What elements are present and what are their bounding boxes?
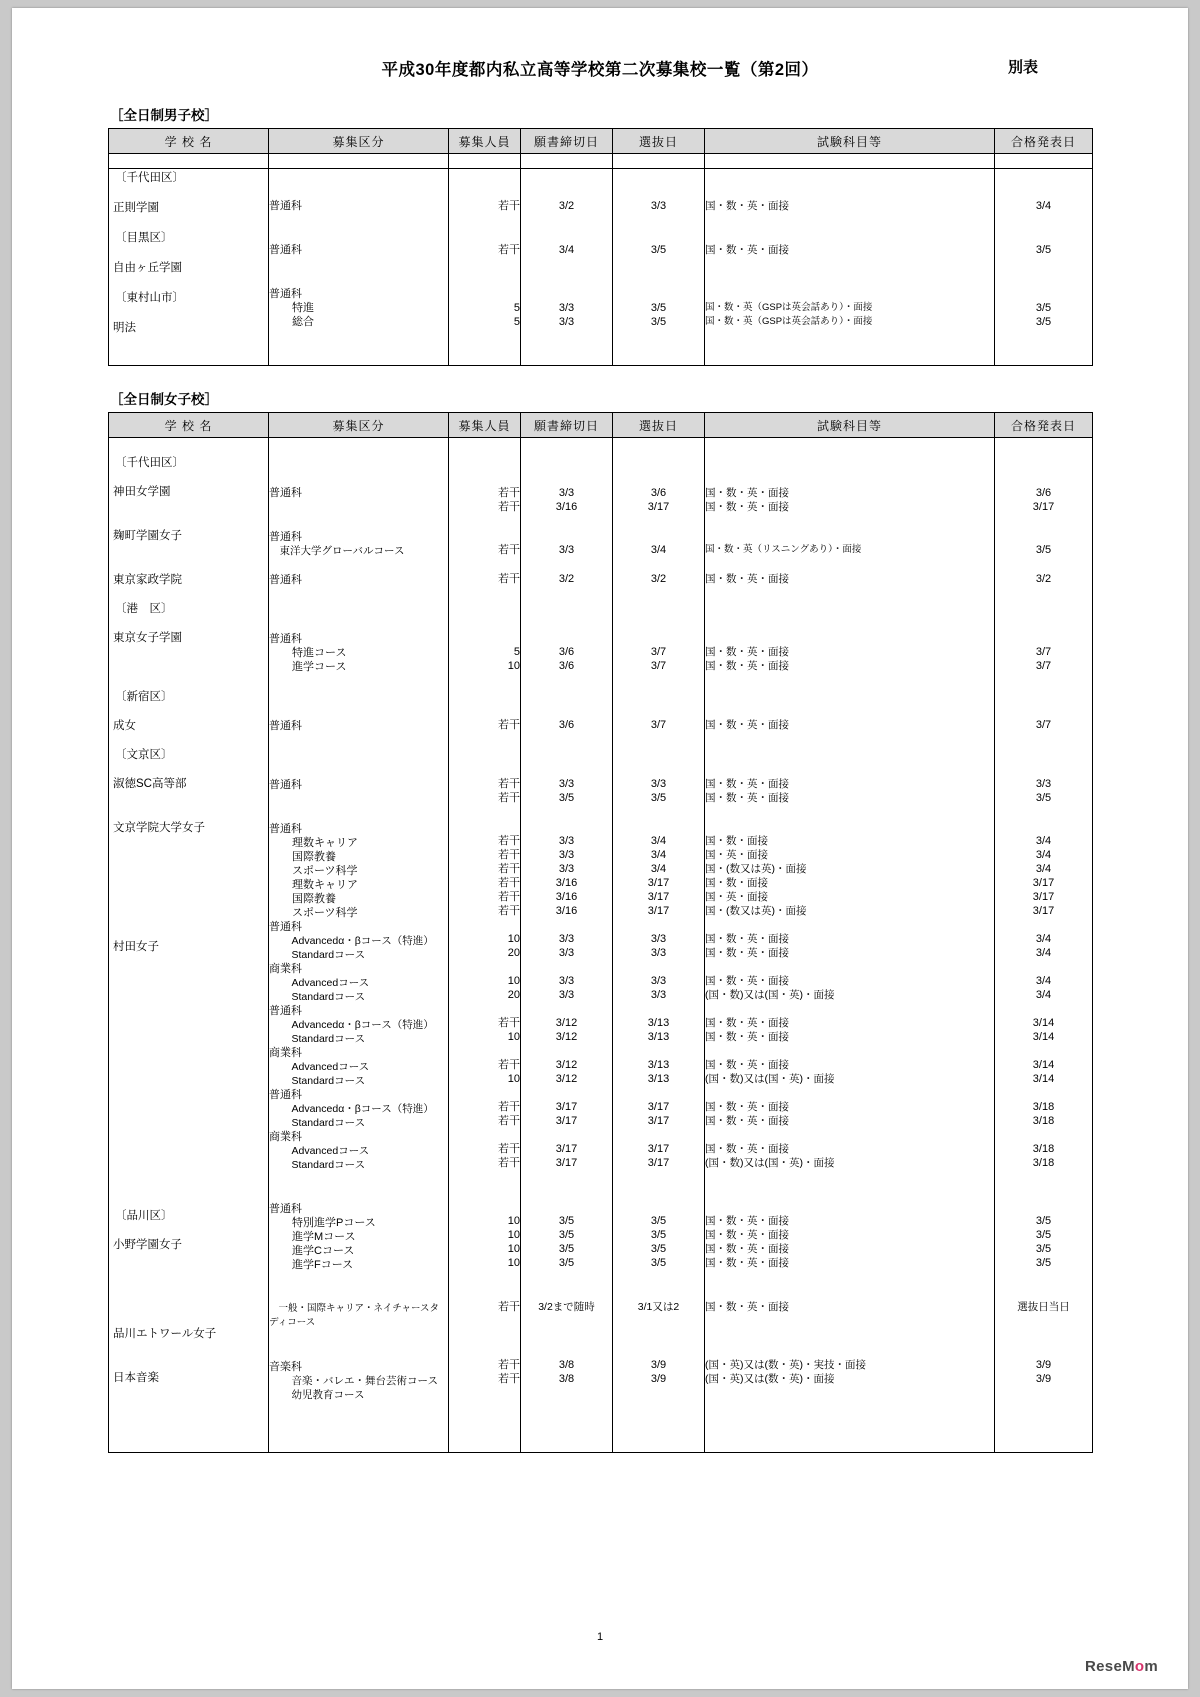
document-subtitle: 別表 xyxy=(1007,59,1038,76)
result-value: 3/18 xyxy=(1032,1157,1055,1169)
selection-value: 3/4 xyxy=(650,544,667,556)
ward-label: 〔新宿区〕 xyxy=(115,691,173,703)
deadline-value: 3/17 xyxy=(555,1143,578,1155)
deadline-value: 3/3 xyxy=(558,849,575,861)
table-row xyxy=(109,169,1093,366)
subjects-value: 国・数・英・面接 xyxy=(705,200,789,212)
capacity-value: 10 xyxy=(507,1229,520,1241)
selection-value: 3/17 xyxy=(647,905,670,917)
page-number: 1 xyxy=(596,1631,604,1643)
deadline-value: 3/6 xyxy=(558,719,575,731)
ward-label: 〔品川区〕 xyxy=(115,1210,173,1222)
selection-value: 3/3 xyxy=(650,947,667,959)
deadline-value: 3/3 xyxy=(558,863,575,875)
deadline-value: 3/16 xyxy=(555,501,578,513)
deadline-value: 3/3 xyxy=(558,933,575,945)
capacity-value: 若干 xyxy=(498,1143,520,1155)
result-value: 3/18 xyxy=(1032,1115,1055,1127)
deadline-value: 3/2 xyxy=(558,573,575,585)
subjects-value: 国・数・面接 xyxy=(705,877,768,889)
division-label: 商業科 xyxy=(269,1131,302,1143)
division-label: 特進コース xyxy=(281,647,347,659)
deadline-value: 3/3 xyxy=(558,302,575,314)
document-page xyxy=(12,8,1188,1689)
deadline-value: 3/6 xyxy=(558,660,575,672)
deadline-value: 3/3 xyxy=(558,544,575,556)
deadline-value: 3/5 xyxy=(558,1243,575,1255)
capacity-value: 20 xyxy=(507,947,520,959)
capacity-value: 若干 xyxy=(498,778,520,790)
subjects-value: 国・数・英（リスニングあり）・面接 xyxy=(705,544,862,555)
subjects-value: 国・数・英・面接 xyxy=(705,719,789,731)
subjects-value: 国・数・英・面接 xyxy=(705,1115,789,1127)
resemom-logo: ReseMom xyxy=(1085,1658,1158,1675)
subjects-value: 国・数・英・面接 xyxy=(705,1017,789,1029)
capacity-value: 若干 xyxy=(498,1373,520,1385)
capacity-value: 10 xyxy=(507,1073,520,1085)
capacity-value: 若干 xyxy=(498,891,520,903)
deadline-value: 3/12 xyxy=(555,1017,578,1029)
capacity-value: 10 xyxy=(507,1215,520,1227)
deadline-value: 3/3 xyxy=(558,947,575,959)
result-value: 3/9 xyxy=(1035,1373,1052,1385)
capacity-value: 若干 xyxy=(498,487,520,499)
selection-value: 3/4 xyxy=(650,849,667,861)
selection-value: 3/17 xyxy=(647,501,670,513)
division-label: 特進 xyxy=(281,302,314,314)
subjects-value: 国・(数又は英)・面接 xyxy=(705,863,807,875)
deadline-value: 3/6 xyxy=(558,646,575,658)
division-label: Advancedコース xyxy=(281,1061,370,1073)
subjects-value: (国・英)又は(数・英)・面接 xyxy=(705,1373,835,1385)
school-name: 日本音楽 xyxy=(113,1372,159,1384)
selection-value: 3/13 xyxy=(647,1031,670,1043)
result-value: 3/5 xyxy=(1035,1215,1052,1227)
capacity-value: 5 xyxy=(513,646,520,658)
school-name: 神田女学園 xyxy=(113,486,171,498)
deadline-value: 3/2 xyxy=(558,200,575,212)
selection-value: 3/5 xyxy=(650,1243,667,1255)
deadline-value: 3/17 xyxy=(555,1101,578,1113)
school-name: 淑徳SC高等部 xyxy=(113,778,187,790)
result-value: 3/4 xyxy=(1035,933,1052,945)
result-value: 3/5 xyxy=(1035,302,1052,314)
selection-value: 3/9 xyxy=(650,1359,667,1371)
school-name: 村田女子 xyxy=(113,941,159,953)
result-value: 3/14 xyxy=(1032,1017,1055,1029)
col-subjects: 試験科目等 xyxy=(705,129,995,154)
col-result: 合格発表日 xyxy=(995,413,1093,438)
col-school: 学 校 名 xyxy=(109,413,269,438)
table-boys-schools xyxy=(108,128,1093,366)
section-label-girls: ［全日制女子校］ xyxy=(110,392,218,407)
subjects-value: 国・数・英・面接 xyxy=(705,1059,789,1071)
division-label: Standardコース xyxy=(281,991,366,1003)
capacity-value: 若干 xyxy=(498,849,520,861)
division-label: 普通科 xyxy=(269,1089,302,1101)
section-label-boys: ［全日制男子校］ xyxy=(110,108,218,123)
division-label: スポーツ科学 xyxy=(281,865,358,877)
school-name: 明法 xyxy=(113,322,136,334)
division-label: 理数キャリア xyxy=(281,879,358,891)
col-school: 学 校 名 xyxy=(109,129,269,154)
table-girls-schools xyxy=(108,412,1093,1453)
selection-value: 3/3 xyxy=(650,778,667,790)
capacity-value: 若干 xyxy=(498,1359,520,1371)
division-label: 普通科 xyxy=(269,1203,302,1215)
school-name: 小野学園女子 xyxy=(113,1239,182,1251)
division-label: 幼児教育コース xyxy=(281,1389,365,1401)
subjects-value: (国・数)又は(国・英)・面接 xyxy=(705,1157,835,1169)
selection-value: 3/13 xyxy=(647,1073,670,1085)
result-value: 3/4 xyxy=(1035,975,1052,987)
selection-value: 3/7 xyxy=(650,660,667,672)
selection-value: 3/6 xyxy=(650,487,667,499)
result-value: 3/14 xyxy=(1032,1073,1055,1085)
division-label: Advancedコース xyxy=(281,977,370,989)
col-deadline: 願書締切日 xyxy=(521,129,613,154)
selection-value: 3/17 xyxy=(647,877,670,889)
school-name: 成女 xyxy=(113,720,136,732)
capacity-value: 若干 xyxy=(498,905,520,917)
subjects-value: 国・数・英・面接 xyxy=(705,244,789,256)
result-value: 3/14 xyxy=(1032,1031,1055,1043)
division-label: 普通科 xyxy=(269,288,302,300)
selection-value: 3/5 xyxy=(650,302,667,314)
result-value: 3/4 xyxy=(1035,849,1052,861)
subjects-value: 国・数・英・面接 xyxy=(705,1143,789,1155)
division-label: 進学Fコース xyxy=(281,1259,354,1271)
ward-label: 〔目黒区〕 xyxy=(115,232,173,244)
col-capacity: 募集人員 xyxy=(449,129,521,154)
capacity-value: 若干 xyxy=(498,501,520,513)
table-header-row xyxy=(109,413,1093,438)
capacity-value: 若干 xyxy=(498,573,520,585)
selection-value: 3/3 xyxy=(650,933,667,945)
col-deadline: 願書締切日 xyxy=(521,413,613,438)
deadline-value: 3/3 xyxy=(558,487,575,499)
selection-value: 3/4 xyxy=(650,863,667,875)
capacity-value: 若干 xyxy=(498,835,520,847)
subjects-value: 国・数・英・面接 xyxy=(705,1257,789,1269)
selection-value: 3/13 xyxy=(647,1017,670,1029)
division-label: 進学Mコース xyxy=(281,1231,356,1243)
division-label: 商業科 xyxy=(269,1047,302,1059)
division-label: Standardコース xyxy=(281,949,366,961)
result-value: 3/14 xyxy=(1032,1059,1055,1071)
subjects-value: (国・数)又は(国・英)・面接 xyxy=(705,1073,835,1085)
result-value: 3/5 xyxy=(1035,544,1052,556)
result-value: 3/4 xyxy=(1035,947,1052,959)
capacity-value: 若干 xyxy=(498,863,520,875)
division-label: Standardコース xyxy=(281,1159,366,1171)
division-label: 普通科 xyxy=(269,244,302,256)
deadline-value: 3/16 xyxy=(555,905,578,917)
subjects-value: 国・数・英・面接 xyxy=(705,1031,789,1043)
subjects-value: 国・数・英・面接 xyxy=(705,487,789,499)
deadline-value: 3/12 xyxy=(555,1059,578,1071)
subjects-value: 国・(数又は英)・面接 xyxy=(705,905,807,917)
capacity-value: 若干 xyxy=(498,200,520,212)
selection-value: 3/3 xyxy=(650,200,667,212)
result-value: 3/4 xyxy=(1035,989,1052,1001)
division-label: Standardコース xyxy=(281,1033,366,1045)
col-selection: 選抜日 xyxy=(613,413,705,438)
capacity-value: 10 xyxy=(507,1243,520,1255)
division-label: 商業科 xyxy=(269,963,302,975)
capacity-value: 10 xyxy=(507,1031,520,1043)
result-value: 3/4 xyxy=(1035,835,1052,847)
result-value: 3/2 xyxy=(1035,573,1052,585)
deadline-value: 3/2まで随時 xyxy=(538,1301,595,1313)
capacity-value: 10 xyxy=(507,660,520,672)
selection-value: 3/5 xyxy=(650,316,667,328)
subjects-value: 国・数・英・面接 xyxy=(705,646,789,658)
result-value: 3/5 xyxy=(1035,244,1052,256)
deadline-value: 3/5 xyxy=(558,792,575,804)
division-label: スポーツ科学 xyxy=(281,907,358,919)
division-label: 普通科 xyxy=(269,779,302,791)
capacity-value: 20 xyxy=(507,989,520,1001)
subjects-value: 国・数・英・面接 xyxy=(705,573,789,585)
col-capacity: 募集人員 xyxy=(449,413,521,438)
division-label: 普通科 xyxy=(269,487,302,499)
capacity-value: 10 xyxy=(507,1257,520,1269)
division-label: Advancedα・βコース（特進） xyxy=(281,1103,434,1115)
col-division: 募集区分 xyxy=(269,129,449,154)
capacity-value: 若干 xyxy=(498,1059,520,1071)
result-value: 3/4 xyxy=(1035,200,1052,212)
school-name: 文京学院大学女子 xyxy=(113,822,205,834)
result-value: 3/4 xyxy=(1035,863,1052,875)
capacity-value: 10 xyxy=(507,975,520,987)
result-value: 選抜日当日 xyxy=(1017,1301,1070,1313)
ward-label: 〔文京区〕 xyxy=(115,749,173,761)
col-result: 合格発表日 xyxy=(995,129,1093,154)
deadline-value: 3/3 xyxy=(558,975,575,987)
division-label: Standardコース xyxy=(281,1075,366,1087)
selection-value: 3/17 xyxy=(647,1115,670,1127)
school-name: 品川エトワール女子 xyxy=(113,1328,217,1340)
selection-value: 3/5 xyxy=(650,1257,667,1269)
school-name: 正則学園 xyxy=(113,202,159,214)
deadline-value: 3/12 xyxy=(555,1031,578,1043)
selection-value: 3/2 xyxy=(650,573,667,585)
capacity-value: 5 xyxy=(513,316,520,328)
table-row xyxy=(109,438,1093,1453)
selection-value: 3/5 xyxy=(650,792,667,804)
school-name: 東京女子学園 xyxy=(113,632,182,644)
subjects-value: 国・数・英・面接 xyxy=(705,1243,789,1255)
division-label: 進学コース xyxy=(281,661,347,673)
subjects-value: 国・数・英・面接 xyxy=(705,1301,789,1313)
result-value: 3/5 xyxy=(1035,1243,1052,1255)
subjects-value: 国・数・英・面接 xyxy=(705,933,789,945)
result-value: 3/17 xyxy=(1032,877,1055,889)
selection-value: 3/5 xyxy=(650,1229,667,1241)
division-label: 普通科 xyxy=(269,720,302,732)
division-label: 特別進学Pコース xyxy=(281,1217,376,1229)
ward-label: 〔東村山市〕 xyxy=(115,292,184,304)
selection-value: 3/9 xyxy=(650,1373,667,1385)
school-name: 麹町学園女子 xyxy=(113,530,182,542)
subjects-value: 国・数・英・面接 xyxy=(705,501,789,513)
deadline-value: 3/12 xyxy=(555,1073,578,1085)
selection-value: 3/5 xyxy=(650,244,667,256)
subjects-value: 国・数・英・面接 xyxy=(705,792,789,804)
deadline-value: 3/8 xyxy=(558,1373,575,1385)
subjects-value: 国・数・英・面接 xyxy=(705,1215,789,1227)
selection-value: 3/7 xyxy=(650,719,667,731)
selection-value: 3/3 xyxy=(650,989,667,1001)
subjects-value: 国・数・面接 xyxy=(705,835,768,847)
capacity-value: 若干 xyxy=(498,877,520,889)
division-label: Standardコース xyxy=(281,1117,366,1129)
result-value: 3/5 xyxy=(1035,792,1052,804)
selection-value: 3/1又は2 xyxy=(637,1301,680,1313)
capacity-value: 若干 xyxy=(498,544,520,556)
result-value: 3/5 xyxy=(1035,1229,1052,1241)
selection-value: 3/7 xyxy=(650,646,667,658)
selection-value: 3/17 xyxy=(647,1157,670,1169)
result-value: 3/17 xyxy=(1032,501,1055,513)
selection-value: 3/17 xyxy=(647,1101,670,1113)
subjects-value: 国・数・英・面接 xyxy=(705,660,789,672)
capacity-value: 若干 xyxy=(498,1157,520,1169)
selection-value: 3/4 xyxy=(650,835,667,847)
table-row-spacer xyxy=(109,154,1093,169)
result-value: 3/5 xyxy=(1035,1257,1052,1269)
division-label: 東洋大学グローバルコース xyxy=(269,545,405,557)
division-label: 普通科 xyxy=(269,633,302,645)
subjects-value: 国・数・英・面接 xyxy=(705,1229,789,1241)
school-name: 東京家政学院 xyxy=(113,574,182,586)
selection-value: 3/3 xyxy=(650,975,667,987)
result-value: 3/9 xyxy=(1035,1359,1052,1371)
document-body xyxy=(108,104,1092,1453)
col-subjects: 試験科目等 xyxy=(705,413,995,438)
subjects-value: 国・数・英・面接 xyxy=(705,1101,789,1113)
capacity-value: 5 xyxy=(513,302,520,314)
selection-value: 3/17 xyxy=(647,891,670,903)
subjects-value: 国・数・英・面接 xyxy=(705,947,789,959)
subjects-value: 国・数・英・面接 xyxy=(705,778,789,790)
deadline-value: 3/17 xyxy=(555,1115,578,1127)
division-label: 音楽・バレエ・舞台芸術コース xyxy=(281,1375,438,1387)
capacity-value: 若干 xyxy=(498,792,520,804)
capacity-value: 若干 xyxy=(498,1301,520,1313)
subjects-value: 国・数・英（GSPは英会話あり）・面接 xyxy=(705,316,873,327)
ward-label: 〔千代田区〕 xyxy=(115,172,184,184)
selection-value: 3/13 xyxy=(647,1059,670,1071)
division-label: 一般・国際キャリア・ネイチャースタディコース xyxy=(269,1303,440,1328)
deadline-value: 3/3 xyxy=(558,835,575,847)
subjects-value: 国・英・面接 xyxy=(705,891,768,903)
deadline-value: 3/17 xyxy=(555,1157,578,1169)
deadline-value: 3/3 xyxy=(558,989,575,1001)
deadline-value: 3/3 xyxy=(558,316,575,328)
result-value: 3/7 xyxy=(1035,660,1052,672)
document-header xyxy=(12,56,1188,82)
division-label: Advancedα・βコース（特進） xyxy=(281,935,434,947)
division-label: 普通科 xyxy=(269,823,302,835)
subjects-value: (国・数)又は(国・英)・面接 xyxy=(705,989,835,1001)
ward-label: 〔千代田区〕 xyxy=(115,457,184,469)
division-label: 国際教養 xyxy=(281,893,336,905)
ward-label: 〔港 区〕 xyxy=(115,603,173,615)
col-division: 募集区分 xyxy=(269,413,449,438)
result-value: 3/17 xyxy=(1032,891,1055,903)
selection-value: 3/17 xyxy=(647,1143,670,1155)
deadline-value: 3/16 xyxy=(555,891,578,903)
division-label: 普通科 xyxy=(269,200,302,212)
division-label: 音楽科 xyxy=(269,1361,302,1373)
deadline-value: 3/5 xyxy=(558,1257,575,1269)
capacity-value: 若干 xyxy=(498,719,520,731)
result-value: 3/3 xyxy=(1035,778,1052,790)
selection-value: 3/5 xyxy=(650,1215,667,1227)
deadline-value: 3/3 xyxy=(558,778,575,790)
deadline-value: 3/16 xyxy=(555,877,578,889)
deadline-value: 3/5 xyxy=(558,1229,575,1241)
deadline-value: 3/8 xyxy=(558,1359,575,1371)
capacity-value: 若干 xyxy=(498,244,520,256)
col-selection: 選抜日 xyxy=(613,129,705,154)
result-value: 3/7 xyxy=(1035,719,1052,731)
division-label: 普通科 xyxy=(269,531,302,543)
division-label: 総合 xyxy=(281,316,314,328)
result-value: 3/6 xyxy=(1035,487,1052,499)
division-label: Advancedコース xyxy=(281,1145,370,1157)
division-label: Advancedα・βコース（特進） xyxy=(281,1019,434,1031)
division-label: 普通科 xyxy=(269,921,302,933)
result-value: 3/18 xyxy=(1032,1143,1055,1155)
division-label: 進学Cコース xyxy=(281,1245,355,1257)
capacity-value: 若干 xyxy=(498,1017,520,1029)
result-value: 3/5 xyxy=(1035,316,1052,328)
result-value: 3/7 xyxy=(1035,646,1052,658)
school-name: 自由ヶ丘学園 xyxy=(113,262,182,274)
capacity-value: 10 xyxy=(507,933,520,945)
division-label: 普通科 xyxy=(269,574,302,586)
result-value: 3/17 xyxy=(1032,905,1055,917)
capacity-value: 若干 xyxy=(498,1101,520,1113)
division-label: 国際教養 xyxy=(281,851,336,863)
subjects-value: 国・英・面接 xyxy=(705,849,768,861)
capacity-value: 若干 xyxy=(498,1115,520,1127)
subjects-value: (国・英)又は(数・英)・実技・面接 xyxy=(705,1359,866,1371)
table-header-row xyxy=(109,129,1093,154)
division-label: 普通科 xyxy=(269,1005,302,1017)
subjects-value: 国・数・英（GSPは英会話あり）・面接 xyxy=(705,302,873,313)
deadline-value: 3/4 xyxy=(558,244,575,256)
subjects-value: 国・数・英・面接 xyxy=(705,975,789,987)
page-title: 平成30年度都内私立高等学校第二次募集校一覧（第2回） xyxy=(381,61,819,79)
result-value: 3/18 xyxy=(1032,1101,1055,1113)
division-label: 理数キャリア xyxy=(281,837,358,849)
deadline-value: 3/5 xyxy=(558,1215,575,1227)
